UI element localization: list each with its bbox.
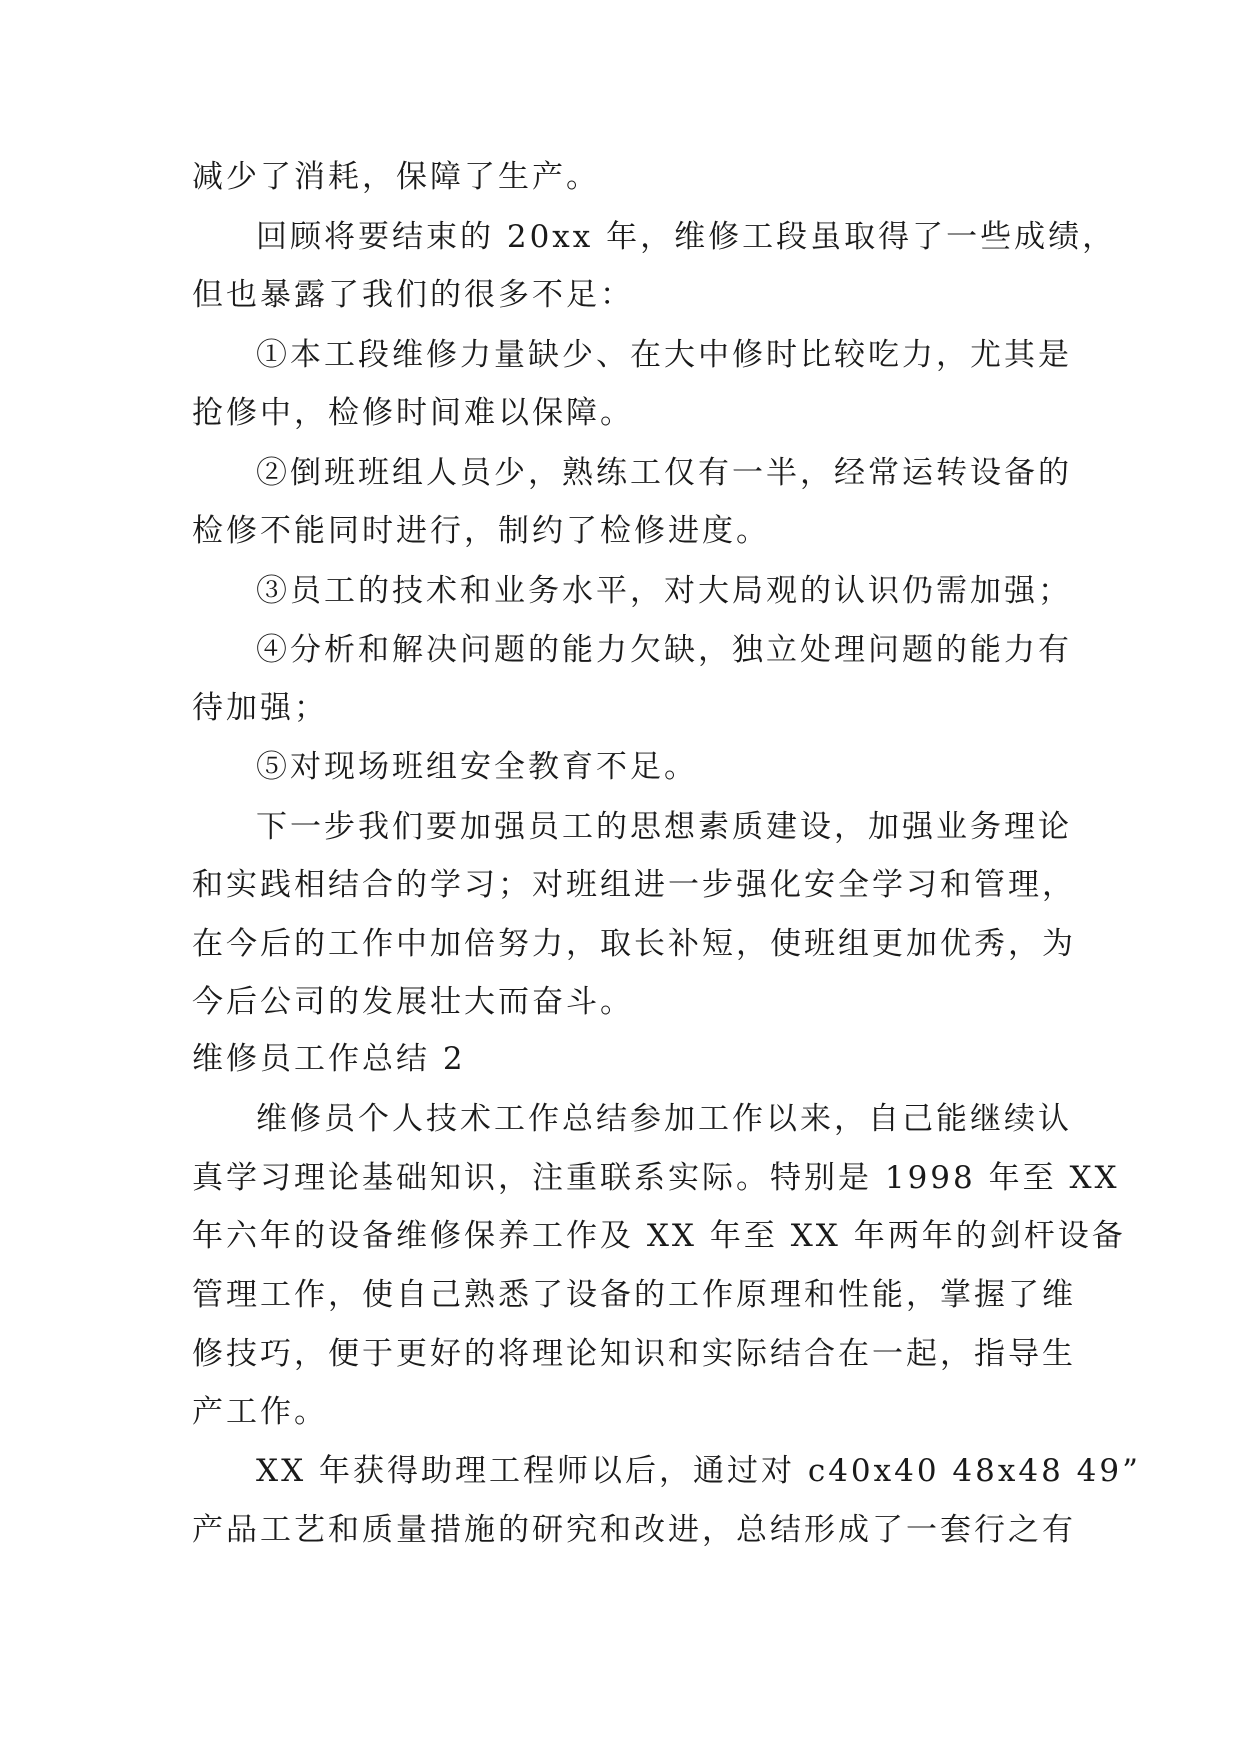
text-line: 回顾将要结束的 20xx 年，维修工段虽取得了一些成绩，: [256, 219, 1117, 255]
text-line: 维修员个人技术工作总结参加工作以来，自己能继续认: [256, 1101, 1072, 1137]
text-line: 今后公司的发展壮大而奋斗。: [192, 984, 634, 1020]
text-line: 但也暴露了我们的很多不足：: [192, 277, 634, 313]
text-line: 待加强；: [192, 690, 328, 726]
text-line: ②倒班班组人员少，熟练工仅有一半，经常运转设备的: [256, 455, 1072, 491]
text-line: ④分析和解决问题的能力欠缺，独立处理问题的能力有: [256, 632, 1072, 668]
text-line: 管理工作，使自己熟悉了设备的工作原理和性能，掌握了维: [192, 1277, 1076, 1313]
text-line: 减少了消耗，保障了生产。: [192, 159, 600, 195]
text-line: 检修不能同时进行，制约了检修进度。: [192, 513, 770, 549]
text-line: ①本工段维修力量缺少、在大中修时比较吃力，尤其是: [256, 337, 1072, 373]
text-line: 真学习理论基础知识，注重联系实际。特别是 1998 年至 XX: [192, 1160, 1120, 1196]
text-line: 和实践相结合的学习；对班组进一步强化安全学习和管理，: [192, 867, 1076, 903]
text-line: 抢修中，检修时间难以保障。: [192, 395, 634, 431]
text-line: ③员工的技术和业务水平，对大局观的认识仍需加强；: [256, 573, 1072, 609]
text-line: 下一步我们要加强员工的思想素质建设，加强业务理论: [256, 809, 1072, 845]
text-line: 产品工艺和质量措施的研究和改进，总结形成了一套行之有: [192, 1512, 1076, 1548]
text-line: ⑤对现场班组安全教育不足。: [256, 749, 698, 785]
section-heading: 维修员工作总结 2: [192, 1041, 466, 1077]
text-line: 年六年的设备维修保养工作及 XX 年至 XX 年两年的剑杆设备: [192, 1218, 1126, 1254]
text-line: 修技巧，便于更好的将理论知识和实际结合在一起，指导生: [192, 1336, 1076, 1372]
text-line: 在今后的工作中加倍努力，取长补短，使班组更加优秀，为: [192, 926, 1076, 962]
text-line: 产工作。: [192, 1394, 328, 1430]
text-line: XX 年获得助理工程师以后，通过对 c40x40 48x48 49”: [256, 1453, 1141, 1489]
